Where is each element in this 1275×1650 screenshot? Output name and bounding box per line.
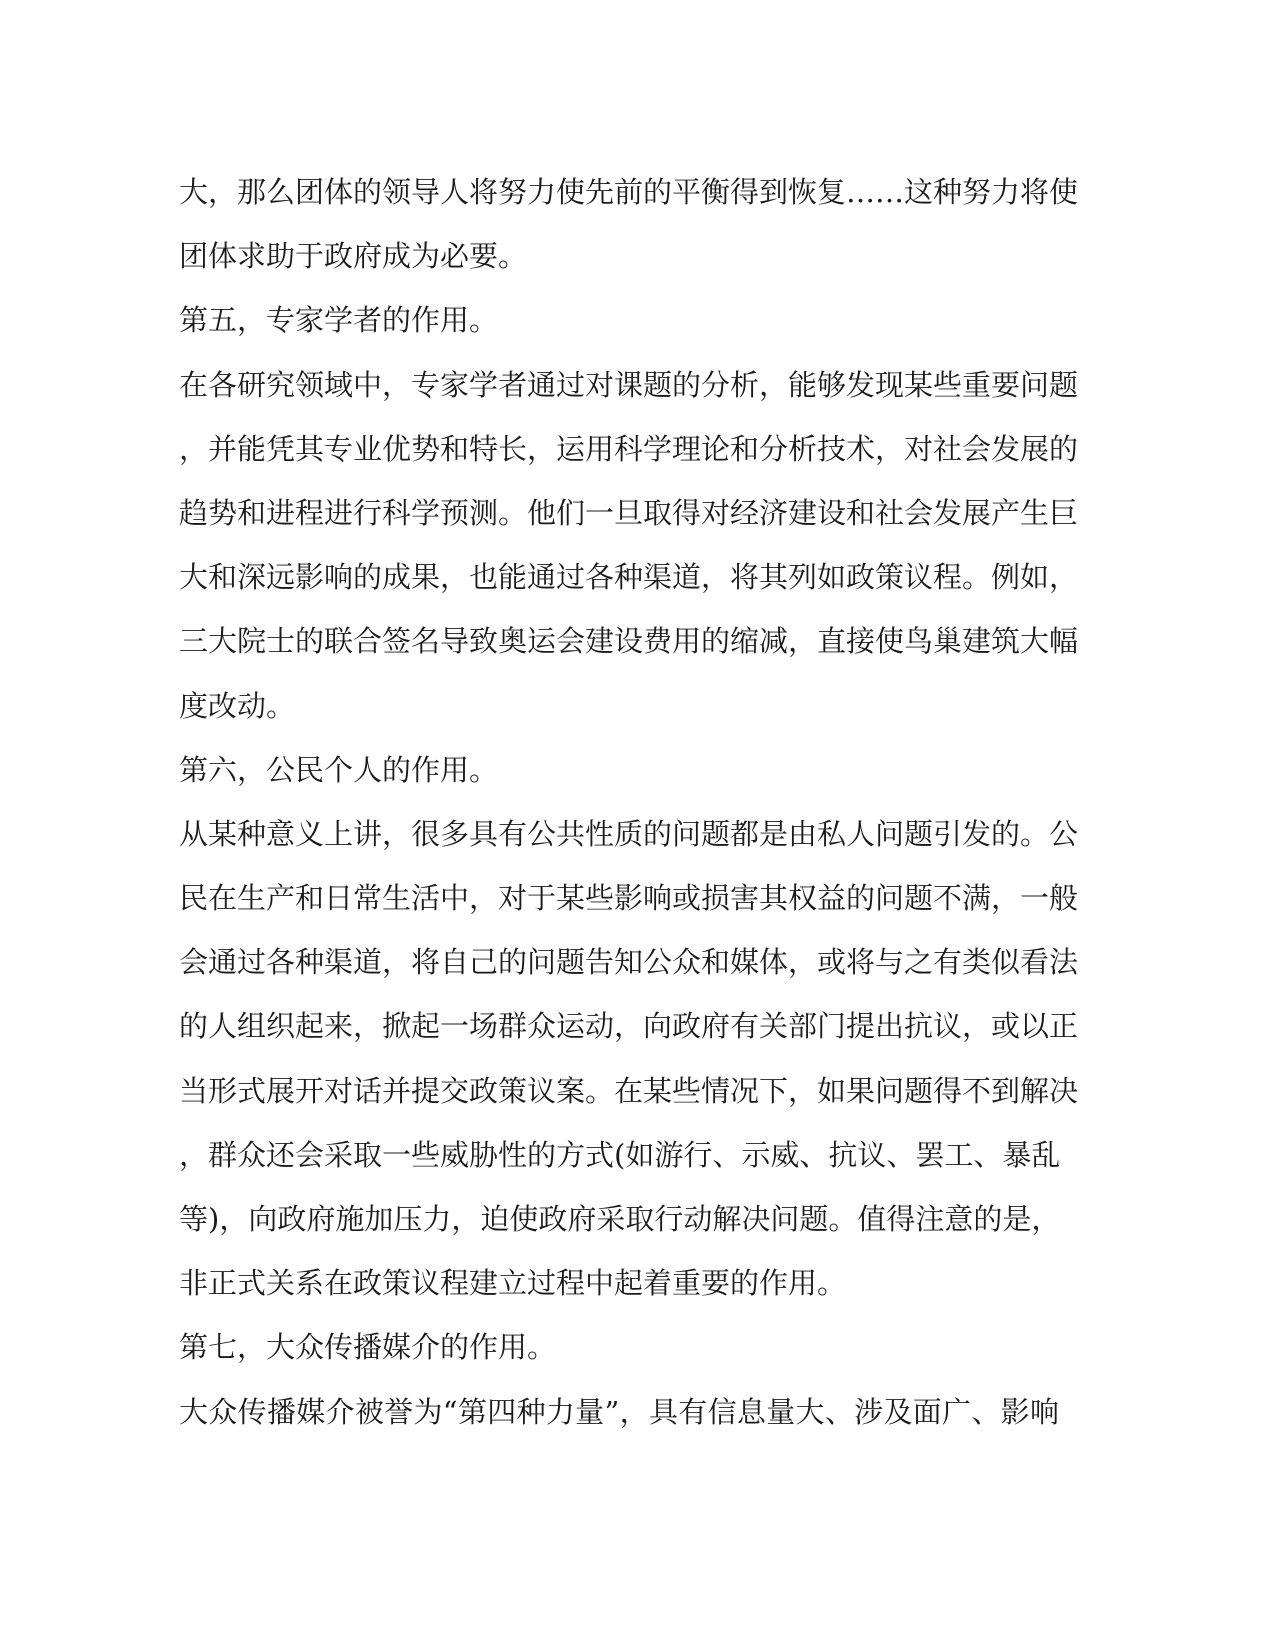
- text-line: ，并能凭其专业优势和特长，运用科学理论和分析技术，对社会发展的: [179, 431, 1079, 466]
- text-line: 度改动。: [179, 688, 296, 723]
- text-line: 大和深远影响的成果，也能通过各种渠道，将其列如政策议程。例如，: [179, 560, 1079, 595]
- text-line: 的人组织起来，掀起一场群众运动，向政府有关部门提出抗议，或以正: [179, 1009, 1079, 1044]
- text-line: 趋势和进程进行科学预测。他们一旦取得对经济建设和社会发展产生巨: [179, 495, 1079, 530]
- text-line: 在各研究领域中，专家学者通过对课题的分析，能够发现某些重要问题: [179, 367, 1079, 402]
- text-line: 民在生产和日常生活中，对于某些影响或损害其权益的问题不满，一般: [179, 881, 1079, 916]
- text-line: 团体求助于政府成为必要。: [179, 239, 528, 274]
- document-body: [179, 160, 1079, 1444]
- text-line: 从某种意义上讲，很多具有公共性质的问题都是由私人问题引发的。公: [179, 816, 1079, 851]
- section-heading: 第七，大众传播媒介的作用。: [179, 1330, 557, 1365]
- text-line: 当形式展开对话并提交政策议案。在某些情况下，如果问题得不到解决: [179, 1073, 1079, 1108]
- text-line: 三大院士的联合签名导致奥运会建设费用的缩减，直接使鸟巢建筑大幅: [179, 624, 1079, 659]
- text-line: 大，那么团体的领导人将努力使先前的平衡得到恢复……这种努力将使: [179, 175, 1079, 209]
- text-line: 会通过各种渠道，将自己的问题告知公众和媒体，或将与之有类似看法: [179, 945, 1079, 980]
- text-line: ，群众还会采取一些威胁性的方式(如游行、示威、抗议、罢工、暴乱: [179, 1137, 1061, 1172]
- text-line: 非正式关系在政策议程建立过程中起着重要的作用。: [179, 1266, 847, 1301]
- section-heading: 第六，公民个人的作用。: [179, 752, 499, 787]
- section-heading: 第五，专家学者的作用。: [179, 303, 499, 338]
- text-line: 大众传播媒介被誉为“第四种力量”，具有信息量大、涉及面广、影响: [179, 1394, 1059, 1429]
- text-line: 等)，向政府施加压力，迫使政府采取行动解决问题。值得注意的是，: [179, 1202, 1061, 1236]
